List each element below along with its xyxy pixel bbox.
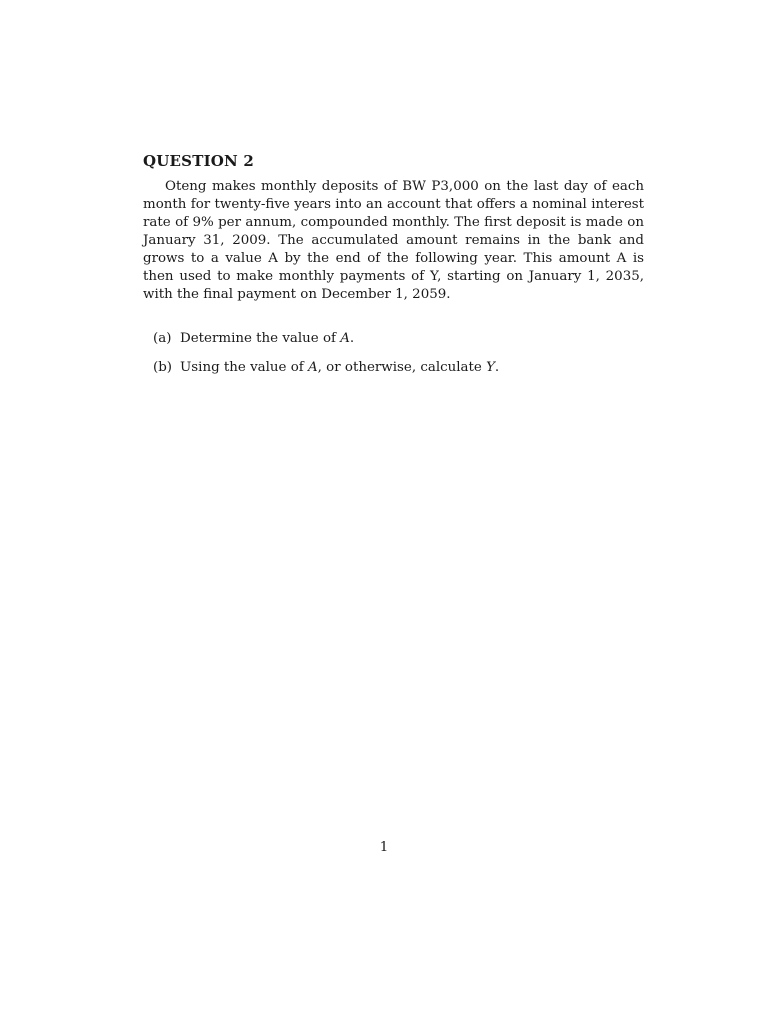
math-variable: A: [340, 331, 350, 346]
part-text: [180, 359, 499, 377]
page-number: 1: [379, 840, 389, 855]
part-label: (a): [153, 331, 172, 346]
part-text: [180, 330, 354, 348]
math-variable: Y: [486, 360, 495, 375]
math-variable: A: [308, 360, 318, 375]
part-text-segment: .: [494, 360, 500, 375]
part-text-segment: Using the value of: [180, 360, 308, 375]
part-text-segment: Determine the value of: [180, 331, 341, 346]
question-body: Oteng makes monthly deposits of BW P3,000 on the last day of each month for twenty-five years into an account that offers a nominal interest rate of 9% per annum, compounded monthly. The first deposit is made on January 31, 2009. The accumulated amount remains in the bank and grows to a value A by the end of the following year. This amount A is then used to make monthly payments of Y, starting on January 1, 2035, with the final payment on December 1, 2059.: [143, 179, 644, 302]
part-text-segment: , or otherwise, calculate: [317, 360, 487, 375]
question-part-b: [153, 359, 633, 377]
question-part-a: [153, 330, 633, 348]
part-text-segment: .: [349, 331, 355, 346]
question-heading: QUESTION 2: [143, 152, 255, 170]
question-parts-list: [153, 330, 633, 388]
part-label: (b): [153, 360, 173, 375]
